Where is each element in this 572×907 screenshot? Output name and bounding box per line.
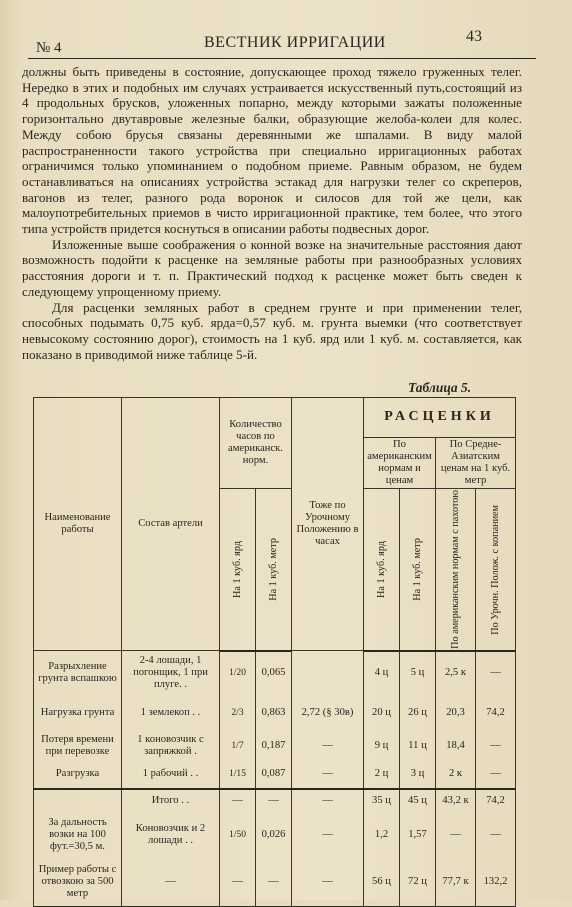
table-row: Разрыхление грунта вспашкою 2-4 лошади, 1 погонщик, 1 при плуге. . 1/20 0,065 4 ц 5 ц 2,5 к — [34,651,516,695]
paragraph: Изложенные выше соображения о конной возке на значительные расстояния дают возможность подойти к расценке на земляные работы при разнообразных условиях расстояния дороги и т. п. Практический подход к расценке может быть сведен к следующему упрощенному приему. [22,236,522,299]
table-row-example: Пример работы с отвозкою за 500 метр — — — — 56 ц 72 ц 77,7 к 132,2 [34,857,516,907]
col-header-am-meter: На 1 куб. метр [400,489,436,651]
col-header-central-asia: По Средне-Азиатским ценам на 1 куб. метр [436,438,516,489]
article-body [22,64,522,362]
col-header-asia-am: По американским нормам с пахотою [436,489,476,651]
table-row-distance: За дальность возки на 100 фут.=30,5 м. Коновозчик и 2 лошади . . 1/50 0,026 — 1,2 1,57 — — [34,813,516,857]
paragraph: должны быть приведены в состояние, допускающее проход тяжело груженных телег. Нередко в этих и подобных им случаях устраивается искусственный путь,состоящий из 4 продольных брусков, уложенных попарно, между которыми зажаты положенные горизонтально двутавровые железные балки, образующие желоба-колеи для колес. Между собою брусья связаны деревянными же шпалами. В виду малой распространенности такого устройства при специально ирригационных работах ограничимся только упоминанием о подобном приеме. Равным образом, не будем останавливаться на описаниях устройства эстакад для нагрузки телег со скреперов, вагонов из телег, разного рода воронок и силосов для той же цели, как малоупотребительных приемов в чисто ирригационной практике, тем более, что этого типа устройств придется коснуться в описании работы подвесных дорог. [22,64,522,237]
col-header-asia-ur: По Урочн. Полож. с копанием [476,489,516,651]
table-row-total: Итого . . — — — 35 ц 45 ц 43,2 к 74,2 [34,789,516,813]
page-number: 43 [466,28,482,45]
col-header-name: Наименование работы [34,398,122,651]
col-header-crew: Состав артели [122,398,220,651]
table-caption: Таблица 5. [408,380,472,395]
table-row: Разгрузка 1 рабочий . . 1/15 0,087 — 2 ц 3 ц 2 к — [34,761,516,789]
paragraph: Для расценки земляных работ в среднем грунте и при применении телег, способных подымать 0,75 куб. ярда=0,57 куб. м. грунта выемки (что соответствует невысокому состоянию дорог), стоимость на 1 куб. ярд или 1 куб. м. составляется, как показано в приводимой ниже таблице 5-й. [22,299,522,362]
issue-number: № 4 [36,40,62,56]
col-header-am-yard: На 1 куб. ярд [364,489,400,651]
rates-table [33,397,516,907]
journal-title: ВЕСТНИК ИРРИГАЦИИ [204,34,386,51]
table-row: Нагрузка грунта 1 землекоп . . 2/3 0,863 2,72 (§ 30в) 20 ц 26 ц 20,3 74,2 [34,695,516,731]
col-header-same-hours: Тоже по Урочному Положению в часах [292,398,364,651]
col-header-hours: Количество часов по американск. норм. [220,398,292,489]
page-header [0,0,572,62]
header-rule [28,58,536,59]
col-header-american: По американским нормам и ценам [364,438,436,489]
col-header-hours-meter: На 1 куб. метр [256,489,292,651]
col-header-hours-yard: На 1 куб. ярд [220,489,256,651]
table-row: Потеря времени при перевозке 1 коновозчик с запряжкой . 1/7 0,187 — 9 ц 11 ц 18,4 — [34,731,516,761]
col-header-rates: РАСЦЕНКИ [364,398,516,438]
